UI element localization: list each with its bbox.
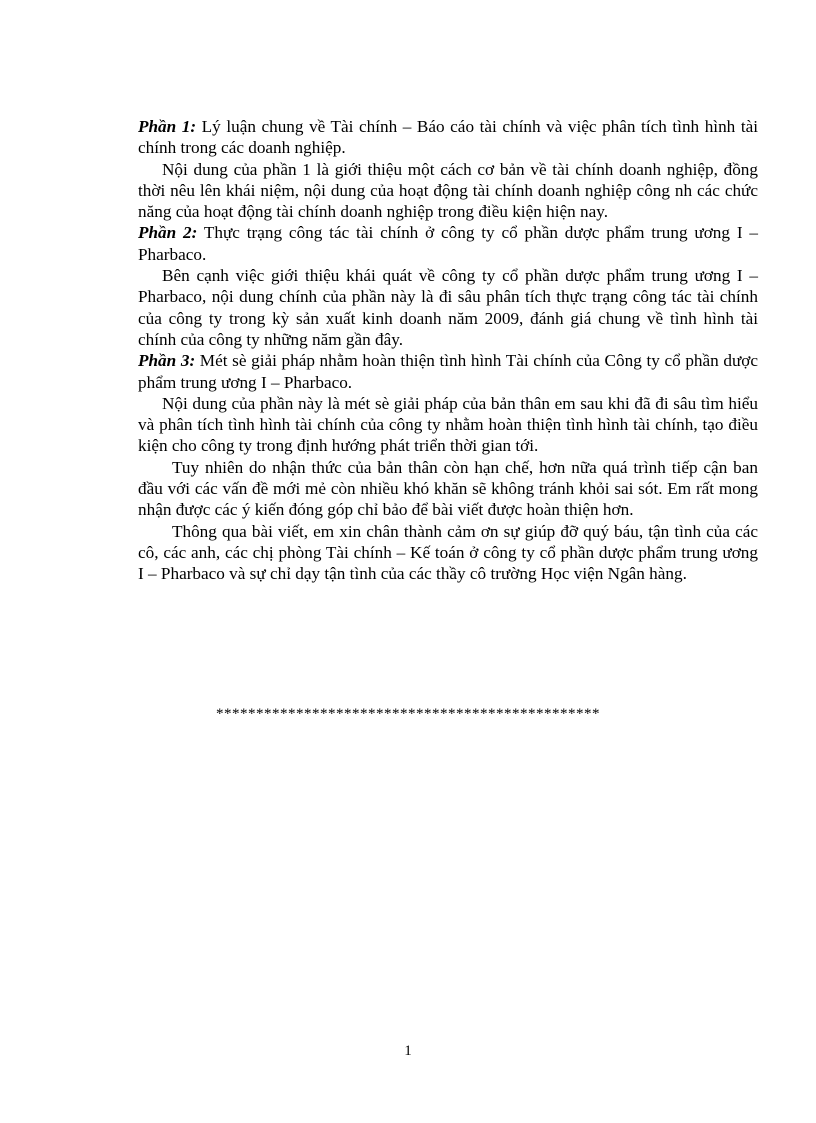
part1-heading	[138, 116, 758, 159]
part1-content: Nội dung của phần 1 là giới thiệu một cách cơ bản về tài chính doanh nghiệp, đồng thời nêu lên khái niệm, nội dung của hoạt động tài chính doanh nghiệp công nh các chức năng của hoạt động tài chính doanh nghiệp trong điều kiện hiện nay.	[138, 159, 758, 222]
part3-heading	[138, 350, 758, 393]
part3-content: Nội dung của phần này là mét sè giải pháp của bản thân em sau khi đã đi sâu tìm hiểu và phân tích tình hình tài chính của công ty nhằm hoàn thiện tình hình tài chính, tạo điều kiện cho công ty trong định hướng phát triển thời gian tới.	[138, 393, 758, 456]
document-body	[138, 116, 758, 585]
part3-title: Mét sè giải pháp nhằm hoàn thiện tình hình Tài chính của Công ty cổ phần dược phẩm trung ương I – Pharbaco.	[138, 351, 758, 392]
part2-content: Bên cạnh việc giới thiệu khái quát về công ty cổ phần dược phẩm trung ương I – Pharbaco, nội dung chính của phần này là đi sâu phân tích thực trạng công tác tài chính của công ty trong kỳ sản xuất kinh doanh năm 2009, đánh giá chung về tình hình tài chính của công ty những năm gần đây.	[138, 266, 758, 349]
limitations-paragraph: Tuy nhiên do nhận thức của bản thân còn hạn chế, hơn nữa quá trình tiếp cận ban đầu với các vấn đề mới mẻ còn nhiều khó khăn sẽ không tránh khỏi sai sót. Em rất mong nhận được các ý kiến đóng góp chỉ bảo để bài viết được hoàn thiện hơn.	[138, 457, 758, 520]
part2-title: Thực trạng công tác tài chính ở công ty cổ phần dược phẩm trung ương I – Pharbaco.	[138, 223, 758, 264]
part1-title: Lý luận chung về Tài chính – Báo cáo tài chính và việc phân tích tình hình tài chính trong các doanh nghiệp.	[138, 117, 759, 158]
section-separator: ************************************************	[216, 706, 600, 722]
thanks-paragraph: Thông qua bài viết, em xin chân thành cảm ơn sự giúp đỡ quý báu, tận tình của các cô, các anh, các chị phòng Tài chính – Kế toán ở công ty cổ phần dược phẩm trung ương I – Pharbaco và sự chỉ dạy tận tình của các thầy cô trường Học viện Ngân hàng.	[138, 521, 758, 584]
part2-heading	[138, 222, 758, 265]
part3-label: Phần 3:	[138, 351, 196, 371]
part2-label: Phần 2:	[138, 223, 198, 243]
page-number: 1	[404, 1043, 412, 1059]
part1-label: Phần 1:	[138, 117, 197, 136]
